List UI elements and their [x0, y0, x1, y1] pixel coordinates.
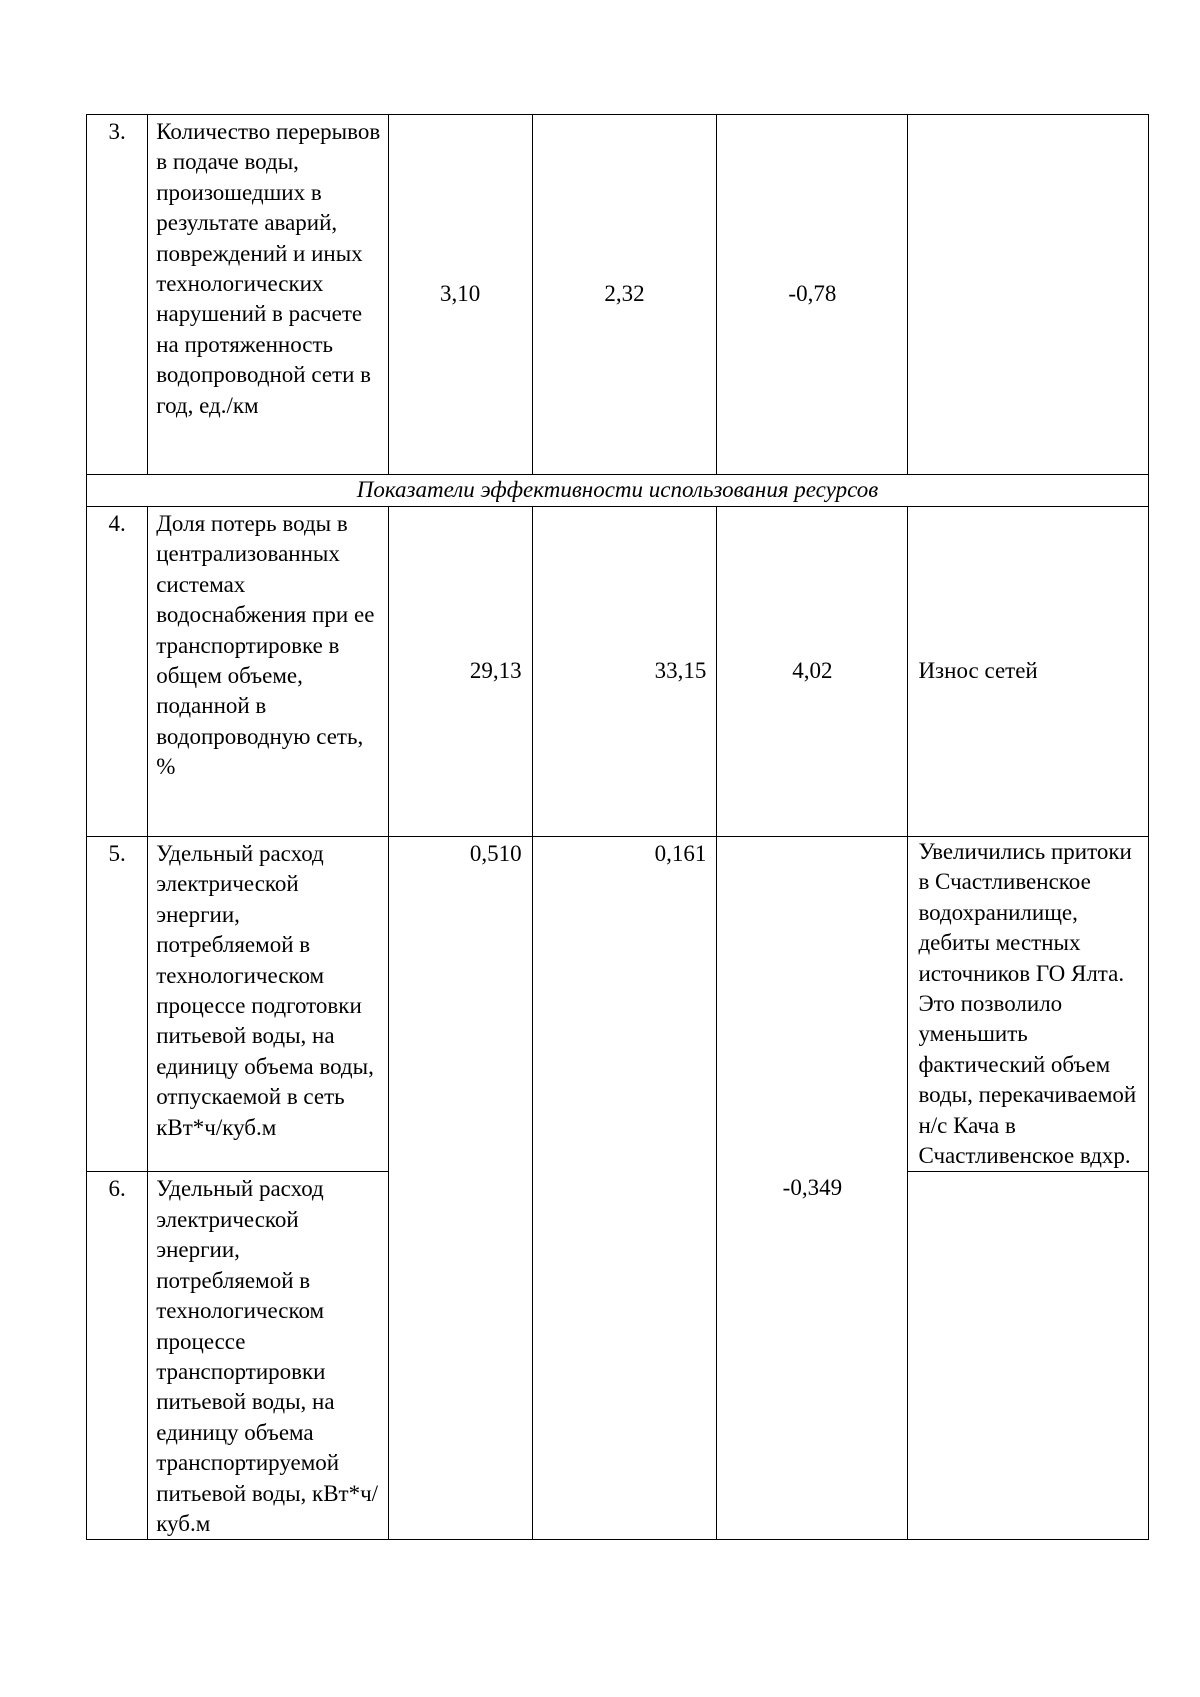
value-deviation: 4,02 — [717, 507, 908, 837]
row-number: 5. — [87, 837, 148, 1172]
value-plan: 0,510 — [388, 837, 532, 1540]
value-plan: 29,13 — [388, 507, 532, 837]
table-row-4 — [87, 507, 1149, 837]
row-number: 3. — [87, 115, 148, 475]
indicator-name: Доля потерь воды в централизованных системах водоснабжения при ее транспортировке в общем объеме, поданной в водопроводную сеть, % — [148, 507, 389, 837]
value-deviation: -0,349 — [717, 837, 908, 1540]
row-number: 4. — [87, 507, 148, 837]
section-row — [87, 475, 1149, 507]
value-deviation: -0,78 — [717, 115, 908, 475]
value-plan: 3,10 — [388, 115, 532, 475]
value-fact: 2,32 — [532, 115, 717, 475]
table-row-3 — [87, 115, 1149, 475]
value-fact: 0,161 — [532, 837, 717, 1540]
value-fact: 33,15 — [532, 507, 717, 837]
row-number: 6. — [87, 1172, 148, 1540]
indicator-name: Удельный расход электрической энергии, потребляемой в технологическом процессе транспортировки питьевой воды, на единицу объема транспортируемой питьевой воды, кВт*ч/куб.м — [148, 1172, 389, 1540]
indicator-name: Удельный расход электрической энергии, потребляемой в технологическом процессе подготовки питьевой воды, на единицу объема воды, отпускаемой в сеть кВт*ч/куб.м — [148, 837, 389, 1172]
comment-cell: Износ сетей — [908, 507, 1149, 837]
section-title: Показатели эффективности использования ресурсов — [87, 475, 1149, 507]
table-row-5 — [87, 837, 1149, 1172]
comment-cell: Увеличились притоки в Счастливенское водохранилище, дебиты местных источников ГО Ялта. Это позволило уменьшить фактический объем воды, перекачиваемой н/с Кача в Счастливенское вдхр. — [908, 837, 1149, 1172]
comment-cell — [908, 115, 1149, 475]
indicator-name: Количество перерывов в подаче воды, произошедших в результате аварий, повреждений и иных технологических нарушений в расчете на протяженность водопроводной сети в год, ед./км — [148, 115, 389, 475]
indicators-table — [86, 114, 1149, 1540]
comment-cell — [908, 1172, 1149, 1540]
